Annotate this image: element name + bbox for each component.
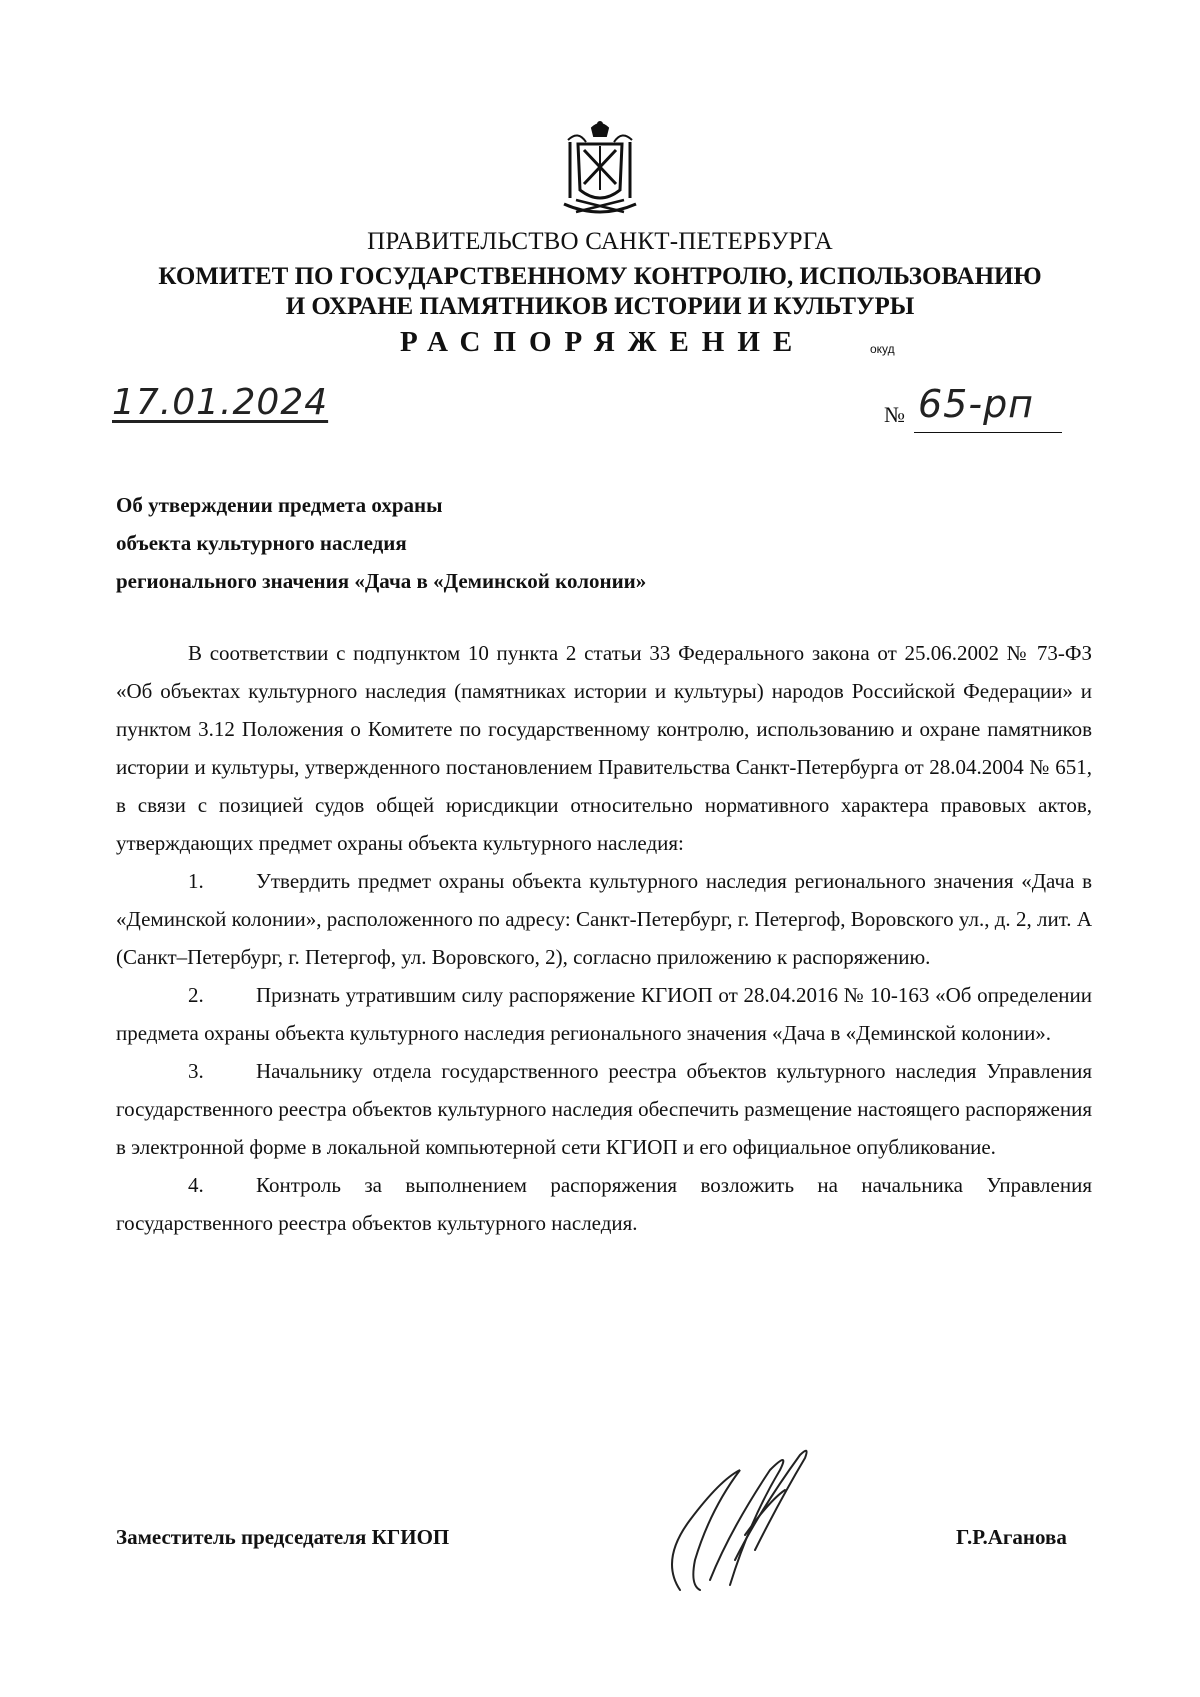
item-number: 4. bbox=[188, 1173, 204, 1197]
signatory-name: Г.Р.Аганова bbox=[956, 1525, 1067, 1549]
item-text: Начальнику отдела государственного реестра объектов культурного наследия Управления государственного реестра объектов культурного наследия обеспечить размещение настоящего распоряжения в электронной форме в локальной компьютерной сети КГИОП и его официальное опубликование. bbox=[116, 1059, 1092, 1159]
item-number: 3. bbox=[188, 1059, 204, 1083]
okud-label: окуд bbox=[870, 342, 895, 356]
number-label: № bbox=[884, 402, 905, 427]
document-date: 17.01.2024 bbox=[112, 382, 329, 423]
intro-paragraph: В соответствии с подпунктом 10 пункта 2 статьи 33 Федерального закона от 25.06.2002 № 73-ФЗ «Об объектах культурного наследия (памятниках истории и культуры) народов Российской Федерации» и пунктом 3.12 Положения о Комитете по государственному контролю, использованию и охране памятников истории и культуры, утвержденного постановлением Правительства Санкт-Петербурга от 28.04.2004 № 651, в связи с позицией судов общей юрисдикции относительно нормативного характера правовых актов, утверждающих предмет охраны объекта культурного наследия: bbox=[116, 641, 1092, 855]
list-item bbox=[116, 862, 1092, 976]
list-item bbox=[116, 1166, 1092, 1242]
document-body bbox=[116, 634, 1092, 1242]
item-number: 1. bbox=[188, 869, 204, 893]
document-type-title: РАСПОРЯЖЕНИЕ bbox=[400, 326, 806, 358]
item-text: Признать утратившим силу распоряжение КГИОП от 28.04.2016 № 10-163 «Об определении предмета охраны объекта культурного наследия регионального значения «Дача в «Деминской колонии». bbox=[116, 983, 1092, 1045]
coat-of-arms-icon bbox=[556, 120, 644, 220]
document-subject bbox=[116, 486, 646, 600]
subject-line-2: объекта культурного наследия bbox=[116, 531, 407, 555]
list-item bbox=[116, 1052, 1092, 1166]
handwritten-signature-icon bbox=[640, 1440, 840, 1610]
government-header: ПРАВИТЕЛЬСТВО САНКТ-ПЕТЕРБУРГА bbox=[367, 228, 833, 255]
item-text: Утвердить предмет охраны объекта культурного наследия регионального значения «Дача в «Деминской колонии», расположенного по адресу: Санкт-Петербург, г. Петергоф, Воровского ул., д. 2, лит. А (Санкт–Петербург, г. Петергоф, ул. Воровского, 2), согласно приложению к распоряжению. bbox=[116, 869, 1092, 969]
item-number: 2. bbox=[188, 983, 204, 1007]
document-number: 65-рп bbox=[918, 382, 1035, 426]
list-item bbox=[116, 976, 1092, 1052]
number-underline bbox=[914, 432, 1062, 433]
subject-line-1: Об утверждении предмета охраны bbox=[116, 493, 443, 517]
committee-header bbox=[0, 262, 1200, 322]
item-text: Контроль за выполнением распоряжения возложить на начальника Управления государственного реестра объектов культурного наследия. bbox=[116, 1173, 1092, 1235]
committee-line-2: И ОХРАНЕ ПАМЯТНИКОВ ИСТОРИИ И КУЛЬТУРЫ bbox=[285, 293, 915, 320]
subject-line-3: регионального значения «Дача в «Деминской колонии» bbox=[116, 569, 647, 593]
signatory-role: Заместитель председателя КГИОП bbox=[116, 1525, 450, 1549]
committee-line-1: КОМИТЕТ ПО ГОСУДАРСТВЕННОМУ КОНТРОЛЮ, ИСПОЛЬЗОВАНИЮ bbox=[158, 263, 1042, 290]
